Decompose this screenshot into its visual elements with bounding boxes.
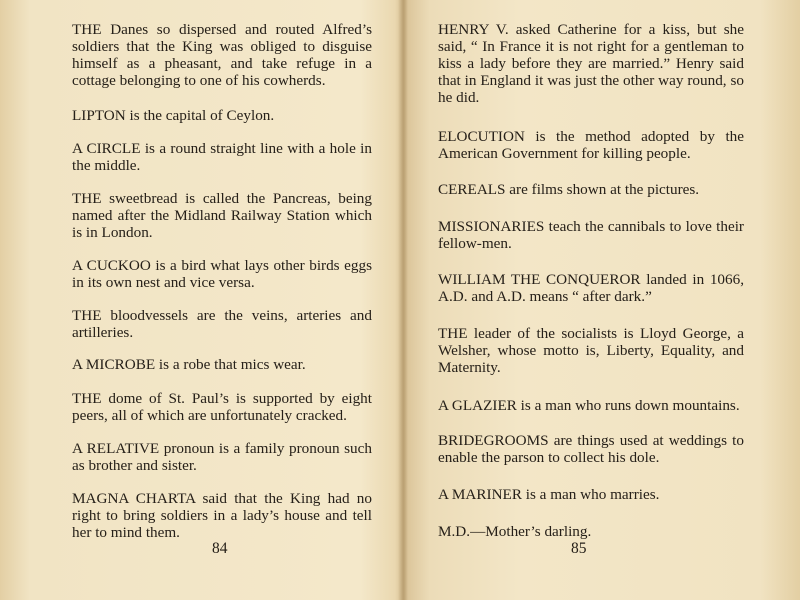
entry-circle: A CIRCLE is a round straight line with a hole in the middle. xyxy=(72,140,372,174)
entry-magna-charta: MAGNA CHARTA said that the King had no right to bring soldiers in a lady’s house and tell her to mind them. xyxy=(72,490,372,541)
entry-microbe: A MICROBE is a robe that mics wear. xyxy=(72,356,306,373)
page-number-right: 85 xyxy=(571,540,587,557)
entry-bridegrooms: BRIDEGROOMS are things used at weddings to enable the parson to collect his dole. xyxy=(438,432,744,466)
entry-socialists: THE leader of the socialists is Lloyd George, a Welsher, whose motto is, Liberty, Equality, and Maternity. xyxy=(438,325,744,376)
entry-elocution: ELOCUTION is the method adopted by the American Government for killing people. xyxy=(438,128,744,162)
right-page xyxy=(404,0,800,600)
entry-cereals: CEREALS are films shown at the pictures. xyxy=(438,181,700,198)
entry-mariner: A MARINER is a man who marries. xyxy=(438,486,660,503)
entry-missionaries: MISSIONARIES teach the cannibals to love their fellow-men. xyxy=(438,218,744,252)
entry-cuckoo: A CUCKOO is a bird what lays other birds eggs in its own nest and vice versa. xyxy=(72,257,372,291)
page-number-left: 84 xyxy=(212,540,228,557)
entry-glazier: A GLAZIER is a man who runs down mountains. xyxy=(438,397,740,414)
entry-sweetbread: THE sweetbread is called the Pancreas, being named after the Midland Railway Station which is in London. xyxy=(72,190,372,241)
entry-henry-v: HENRY V. asked Catherine for a kiss, but she said, “ In France it is not right for a gentleman to kiss a lady before they are married.” Henry said that in England it was just the other way round, so he did. xyxy=(438,21,744,106)
entry-william-conqueror: WILLIAM THE CONQUEROR landed in 1066, A.D. and A.D. means “ after dark.” xyxy=(438,271,744,305)
entry-bloodvessels: THE bloodvessels are the veins, arteries and artilleries. xyxy=(72,307,372,341)
entry-alfred: THE Danes so dispersed and routed Alfred’s soldiers that the King was obliged to disguise himself as a pheasant, and take refuge in a cottage belonging to one of his cowherds. xyxy=(72,21,372,89)
entry-relative-pronoun: A RELATIVE pronoun is a family pronoun such as brother and sister. xyxy=(72,440,372,474)
entry-st-pauls: THE dome of St. Paul’s is supported by eight peers, all of which are unfortunately cracked. xyxy=(72,390,372,424)
entry-md: M.D.—Mother’s darling. xyxy=(438,523,592,540)
entry-lipton: LIPTON is the capital of Ceylon. xyxy=(72,107,275,124)
